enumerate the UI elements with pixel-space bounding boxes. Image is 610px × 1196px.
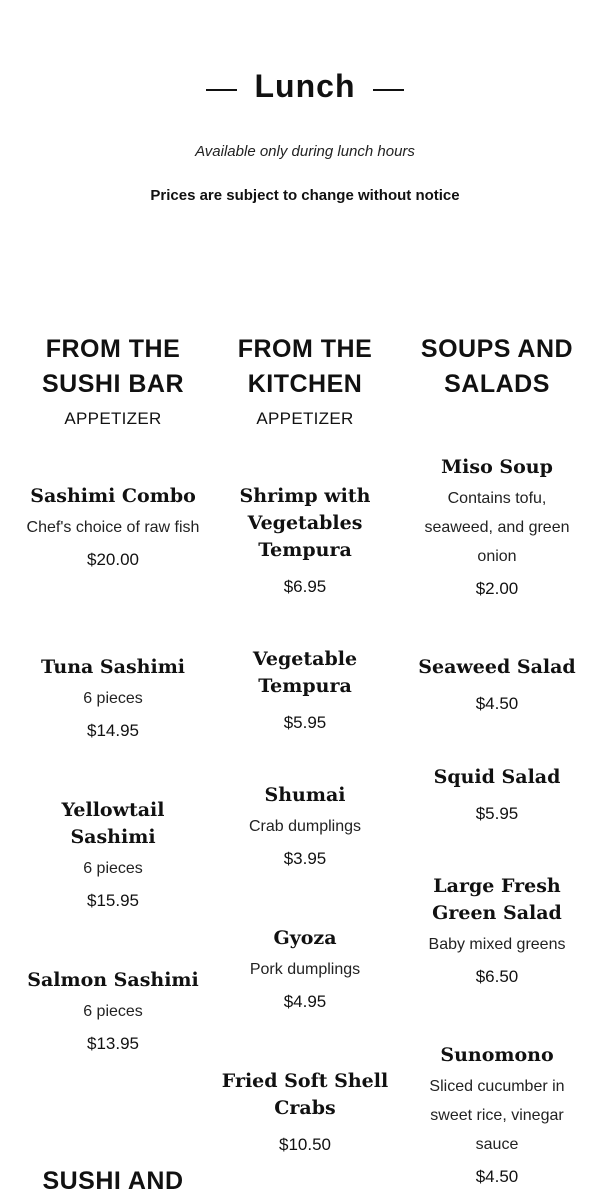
section-title-soups-salads: SOUPS AND SALADS — [420, 335, 574, 398]
item-price: $2.00 — [475, 579, 519, 598]
item-price: $15.95 — [87, 891, 139, 910]
section-subtitle-appetizer: APPETIZER — [256, 409, 354, 428]
item-description: Contains tofu, seaweed, and green onion — [424, 490, 570, 565]
section-title-sushi-and: SUSHI AND — [42, 1167, 184, 1195]
item-price: $13.95 — [87, 1034, 139, 1053]
column-soups-salads — [402, 332, 592, 402]
item-price: $4.50 — [475, 1167, 519, 1186]
item-price: $6.50 — [475, 967, 519, 986]
item-name: Large Fresh Green Salad — [432, 875, 562, 924]
title-right-dash — [373, 89, 404, 91]
menu-item-sunomono — [402, 1042, 592, 1188]
menu-item-shrimp-vegetables-tempura — [210, 483, 400, 598]
section-title-sushi-bar: FROM THE SUSHI BAR — [41, 335, 184, 398]
section-title-kitchen: FROM THE KITCHEN — [237, 335, 373, 398]
item-price: $6.95 — [283, 577, 327, 596]
item-price: $10.50 — [279, 1135, 331, 1154]
menu-item-large-fresh-green-salad — [402, 873, 592, 988]
item-name: Shrimp with Vegetables Tempura — [239, 485, 371, 561]
item-price: $5.95 — [283, 713, 327, 732]
item-description: 6 pieces — [83, 860, 143, 877]
item-description: Sliced cucumber in sweet rice, vinegar sauce — [429, 1078, 565, 1153]
menu-item-yellowtail-sashimi — [18, 797, 208, 912]
menu-item-salmon-sashimi — [18, 967, 208, 1055]
item-name: Seaweed Salad — [418, 656, 576, 678]
price-notice: Prices are subject to change without notice — [150, 187, 460, 204]
item-description: 6 pieces — [83, 1003, 143, 1020]
item-price: $20.00 — [87, 550, 139, 569]
item-name: Tuna Sashimi — [40, 656, 186, 678]
section-subtitle-appetizer: APPETIZER — [64, 409, 162, 428]
menu-item-sashimi-combo — [18, 483, 208, 571]
item-name: Miso Soup — [441, 456, 553, 478]
item-name: Sashimi Combo — [30, 485, 196, 507]
menu-item-seaweed-salad — [402, 654, 592, 715]
item-price: $5.95 — [475, 804, 519, 823]
title-left-dash — [206, 89, 237, 91]
item-name: Yellowtail Sashimi — [61, 799, 165, 848]
column-kitchen — [210, 332, 400, 430]
menu-item-vegetable-tempura — [210, 646, 400, 734]
item-name: Fried Soft Shell Crabs — [221, 1070, 389, 1119]
item-name: Vegetable Tempura — [252, 648, 358, 697]
item-price: $14.95 — [87, 721, 139, 740]
menu-item-gyoza — [210, 925, 400, 1013]
menu-subtitle: Available only during lunch hours — [195, 143, 415, 160]
menu-item-shumai — [210, 782, 400, 870]
column-sushi-bar — [18, 332, 208, 430]
menu-title-text: Lunch — [254, 68, 356, 104]
menu-title — [0, 66, 610, 106]
menu-item-squid-salad — [402, 764, 592, 825]
item-name: Squid Salad — [433, 766, 561, 788]
item-description: 6 pieces — [83, 690, 143, 707]
item-description: Crab dumplings — [248, 818, 362, 835]
item-name: Gyoza — [273, 927, 337, 949]
menu-item-miso-soup — [402, 454, 592, 600]
item-description: Baby mixed greens — [428, 936, 566, 953]
item-description: Pork dumplings — [249, 961, 361, 978]
item-name: Shumai — [264, 784, 346, 806]
menu-item-fried-soft-shell-crabs — [210, 1068, 400, 1156]
item-name: Sunomono — [440, 1044, 554, 1066]
item-description: Chef's choice of raw fish — [26, 519, 200, 536]
item-price: $3.95 — [283, 849, 327, 868]
item-price: $4.95 — [283, 992, 327, 1011]
item-name: Salmon Sashimi — [27, 969, 199, 991]
menu-item-tuna-sashimi — [18, 654, 208, 742]
item-price: $4.50 — [475, 694, 519, 713]
